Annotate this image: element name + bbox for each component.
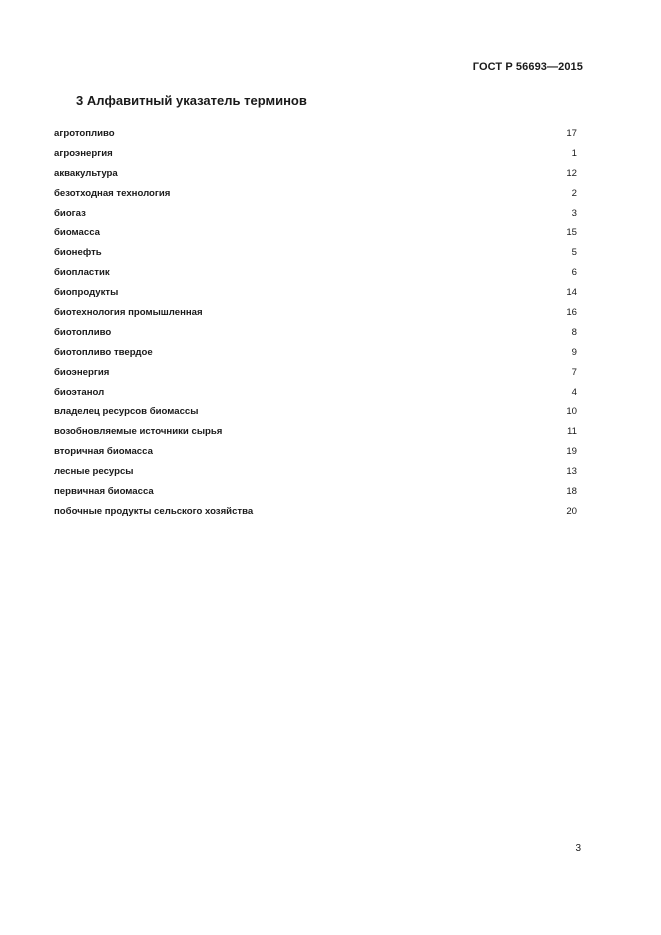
- index-term: биотопливо: [54, 326, 112, 338]
- index-ref-number: 15: [566, 227, 577, 239]
- index-ref-number: 9: [571, 346, 577, 358]
- index-row: [54, 426, 577, 446]
- index-row: [54, 367, 577, 387]
- index-ref-number: 12: [566, 167, 577, 179]
- index-row: [54, 307, 577, 327]
- index-row: [54, 387, 577, 407]
- index-ref-number: 20: [566, 505, 577, 517]
- index-row: [54, 148, 577, 168]
- index-term: первичная биомасса: [54, 486, 154, 498]
- index-row: [54, 466, 577, 486]
- index-ref-number: 10: [566, 406, 577, 418]
- index-row: [54, 506, 577, 526]
- index-term: аквакультура: [54, 167, 118, 179]
- index-ref-number: 2: [571, 187, 577, 199]
- index-term: лесные ресурсы: [54, 466, 134, 478]
- index-term: биопродукты: [54, 287, 119, 299]
- index-row: [54, 188, 577, 208]
- index-row: [54, 168, 577, 188]
- index-ref-number: 11: [567, 426, 577, 438]
- index-row: [54, 227, 577, 247]
- index-term: биотехнология промышленная: [54, 307, 203, 319]
- index-term: безотходная технология: [54, 187, 171, 199]
- index-ref-number: 6: [571, 267, 577, 279]
- index-ref-number: 19: [566, 446, 577, 458]
- index-term: биоэнергия: [54, 366, 110, 378]
- index-ref-number: 18: [566, 486, 577, 498]
- index-row: [54, 446, 577, 466]
- index-row: [54, 287, 577, 307]
- index-ref-number: 16: [566, 307, 577, 319]
- page-number: 3: [575, 843, 581, 854]
- index-ref-number: 14: [566, 287, 577, 299]
- index-row: [54, 347, 577, 367]
- index-row: [54, 486, 577, 506]
- index-row: [54, 327, 577, 347]
- index-ref-number: 8: [571, 326, 577, 338]
- index-ref-number: 4: [571, 386, 577, 398]
- index-term: биоэтанол: [54, 386, 105, 398]
- document-code: ГОСТ Р 56693—2015: [472, 61, 583, 73]
- index-term: вторичная биомасса: [54, 446, 153, 458]
- index-row: [54, 247, 577, 267]
- index-row: [54, 267, 577, 287]
- index-term: бионефть: [54, 247, 102, 259]
- index-ref-number: 1: [571, 147, 577, 159]
- index-ref-number: 17: [566, 128, 577, 139]
- index-term: побочные продукты сельского хозяйства: [54, 505, 254, 517]
- index-ref-number: 7: [571, 366, 577, 378]
- index-term: агроэнергия: [54, 147, 113, 159]
- index-term: биопластик: [54, 267, 110, 279]
- index-term: владелец ресурсов биомассы: [54, 406, 199, 418]
- index-term: возобновляемые источники сырья: [54, 426, 223, 438]
- index-row: [54, 208, 577, 228]
- index-ref-number: 13: [566, 466, 577, 478]
- index-ref-number: 5: [571, 247, 577, 259]
- section-title: 3 Алфавитный указатель терминов: [76, 93, 307, 108]
- index-ref-number: 3: [571, 207, 577, 219]
- index-term: биогаз: [54, 207, 86, 219]
- index-term: агротопливо: [54, 128, 115, 139]
- index-row: [54, 406, 577, 426]
- index-row: [54, 128, 577, 148]
- term-index-list: [54, 128, 577, 526]
- index-term: биотопливо твердое: [54, 346, 153, 358]
- index-term: биомасса: [54, 227, 100, 239]
